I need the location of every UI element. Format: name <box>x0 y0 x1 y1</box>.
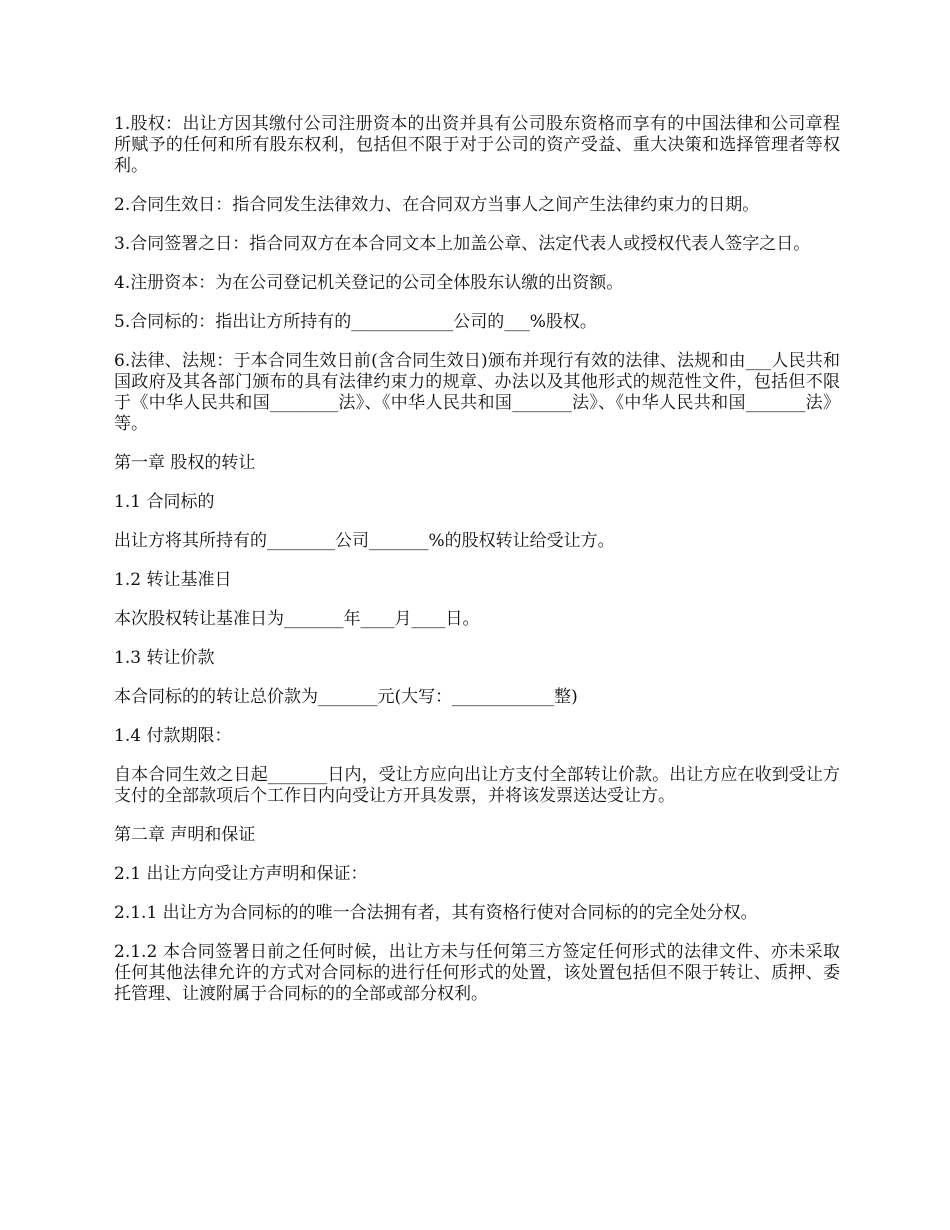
section-1-1-body: 出让方将其所持有的________公司_______%的股权转让给受让方。 <box>114 531 615 551</box>
definition-effective-date: 2.合同生效日：指合同发生法律效力、在合同双方当事人之间产生法律约束力的日期。 <box>114 195 760 215</box>
section-1-3-body: 本合同标的的转让总价款为_______元(大写：____________整) <box>114 687 578 707</box>
section-2-1-2-body: 2.1.2 本合同签署日前之任何时候，出让方未与任何第三方签定任何形式的法律文件、亦未采取任何其他法律允许的方式对合同标的进行任何形式的处置，该处置包括但不限于转让、质押、委托管理、让渡附属于合同标的的全部或部分权利。 <box>114 942 840 1004</box>
section-2-1-1-body: 2.1.1 出让方为合同标的的唯一合法拥有者，其有资格行使对合同标的的完全处分权。 <box>114 903 758 923</box>
section-1-1-heading: 1.1 合同标的 <box>114 492 215 512</box>
section-1-4-body: 自本合同生效之日起_______日内，受让方应向出让方支付全部转让价款。出让方应在收到受让方支付的全部款项后个工作日内向受让方开具发票，并将该发票送达受让方。 <box>114 765 840 806</box>
definition-laws-regulations: 6.法律、法规：于本合同生效日前(含合同生效日)颁布并现行有效的法律、法规和由___人民共和国政府及其各部门颁布的具有法律约束力的规章、办法以及其他形式的规范性文件，包括但不限于《中华人民共和国________法》、《中华人民共和国_______法》、《中华人民共和国_______法》等。 <box>114 351 840 434</box>
definition-contract-subject: 5.合同标的：指出让方所持有的____________公司的___%股权。 <box>114 312 597 332</box>
section-1-3-heading: 1.3 转让价款 <box>114 648 215 668</box>
section-1-2-heading: 1.2 转让基准日 <box>114 570 232 590</box>
section-1-4-heading: 1.4 付款期限： <box>114 726 232 746</box>
section-2-1-heading: 2.1 出让方向受让方声明和保证： <box>114 864 368 884</box>
chapter-1-heading: 第一章 股权的转让 <box>114 453 256 473</box>
chapter-2-heading: 第二章 声明和保证 <box>114 825 256 845</box>
definition-signing-date: 3.合同签署之日：指合同双方在本合同文本上加盖公章、法定代表人或授权代表人签字之日。 <box>114 234 811 254</box>
section-1-2-body: 本次股权转让基准日为_______年____月____日。 <box>114 609 480 629</box>
definition-registered-capital: 4.注册资本：为在公司登记机关登记的公司全体股东认缴的出资额。 <box>114 273 624 293</box>
definition-equity: 1.股权：出让方因其缴付公司注册资本的出资并具有公司股东资格而享有的中国法律和公司章程所赋予的任何和所有股东权利，包括但不限于对于公司的资产受益、重大决策和选择管理者等权利。 <box>114 114 840 176</box>
